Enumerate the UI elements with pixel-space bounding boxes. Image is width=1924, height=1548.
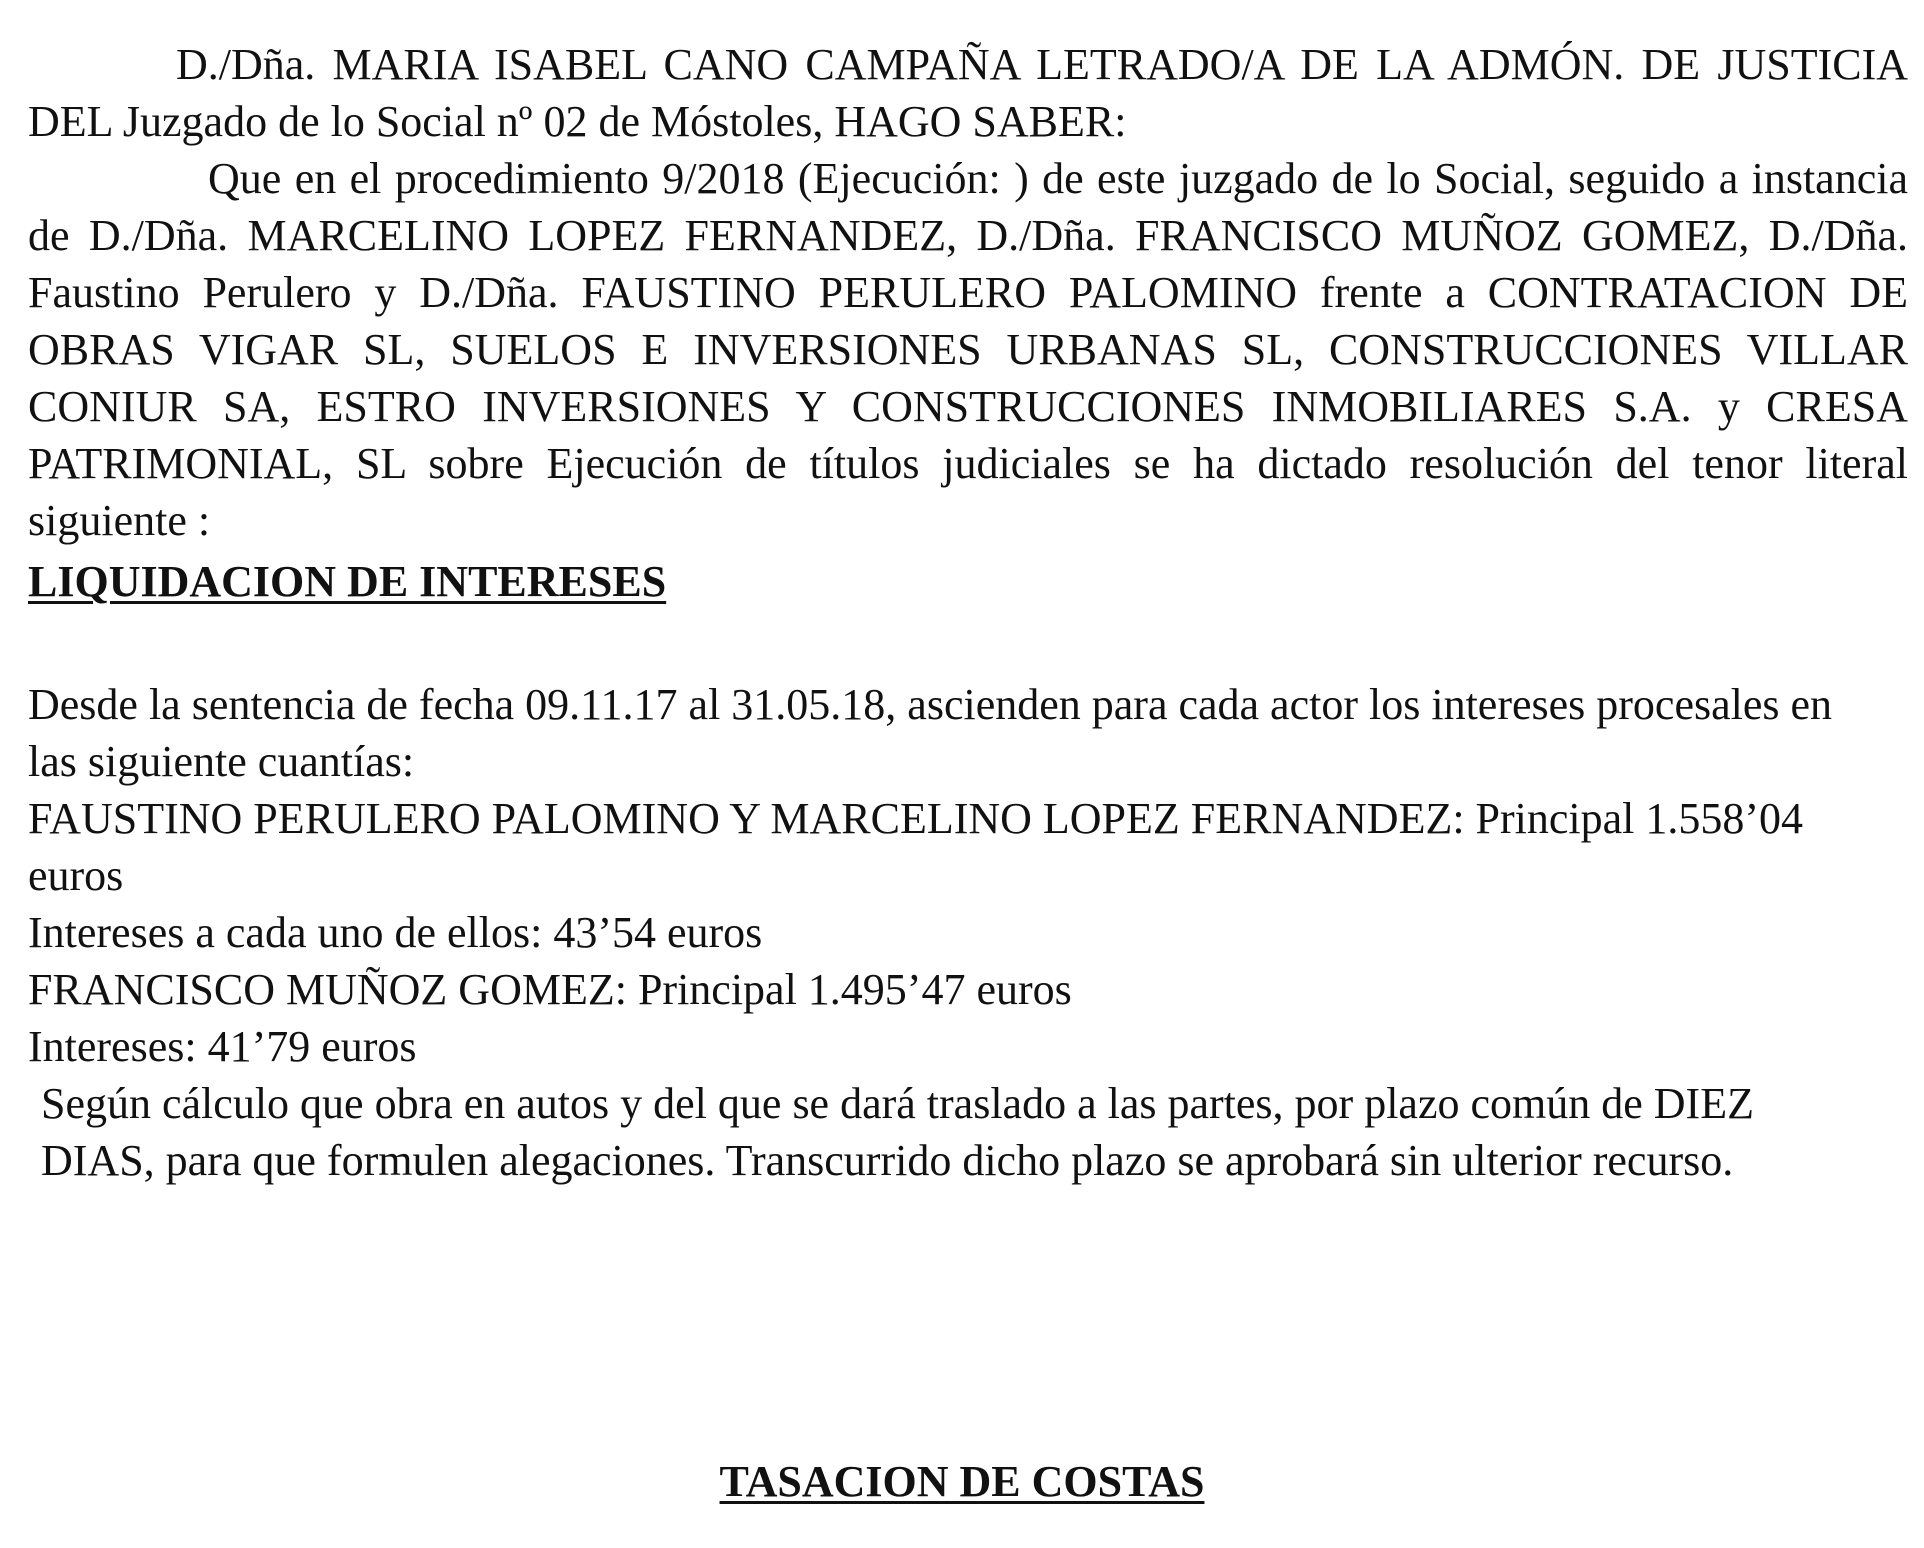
procedure-paragraph: Que en el procedimiento 9/2018 (Ejecución: ) de este juzgado de lo Social, seguido a instancia de D./Dña. MARCELINO LOPEZ FERNANDEZ, D./Dña. FRANCISCO MUÑOZ GOMEZ, D./Dña. Faustino Perulero y D./Dña. FAUSTINO PERULERO PALOMINO frente a CONTRATACION DE OBRAS VIGAR SL, SUELOS E INVERSIONES URBANAS SL, CONSTRUCCIONES VILLAR CONIUR SA, ESTRO INVERSIONES Y CONSTRUCCIONES INMOBILIARES S.A. y CRESA PATRIMONIAL, SL sobre Ejecución de títulos judiciales se ha dictado resolución del tenor literal siguiente : [28, 154, 1908, 545]
tasacion-heading: TASACION DE COSTAS [719, 1457, 1205, 1506]
interest-line-1: Intereses a cada uno de ellos: 43’54 euros [28, 908, 763, 957]
calculation-note: Según cálculo que obra en autos y del que se dará traslado a las partes, por plazo común de DIEZ DIAS, para que formulen alegaciones. Transcurrido dicho plazo se aprobará sin ulterior recurso. [41, 1079, 1754, 1185]
period-text: Desde la sentencia de fecha 09.11.17 al 31.05.18, ascienden para cada actor los intereses procesales en las siguiente cuantías: [28, 680, 1833, 786]
principal-line-1: FAUSTINO PERULERO PALOMINO Y MARCELINO LOPEZ FERNANDEZ: Principal 1.558’04 euros [28, 794, 1804, 900]
interest-line-2: Intereses: 41’79 euros [28, 1022, 417, 1071]
principal-line-2: FRANCISCO MUÑOZ GOMEZ: Principal 1.495’47 euros [28, 965, 1072, 1014]
intro-paragraph: D./Dña. MARIA ISABEL CANO CAMPAÑA LETRADO/A DE LA ADMÓN. DE JUSTICIA DEL Juzgado de lo Social nº 02 de Móstoles, HAGO SABER: [28, 40, 1908, 146]
liquidacion-heading: LIQUIDACION DE INTERESES [28, 557, 667, 606]
document-page [28, 36, 1908, 1189]
liquidacion-body [28, 676, 1908, 1189]
